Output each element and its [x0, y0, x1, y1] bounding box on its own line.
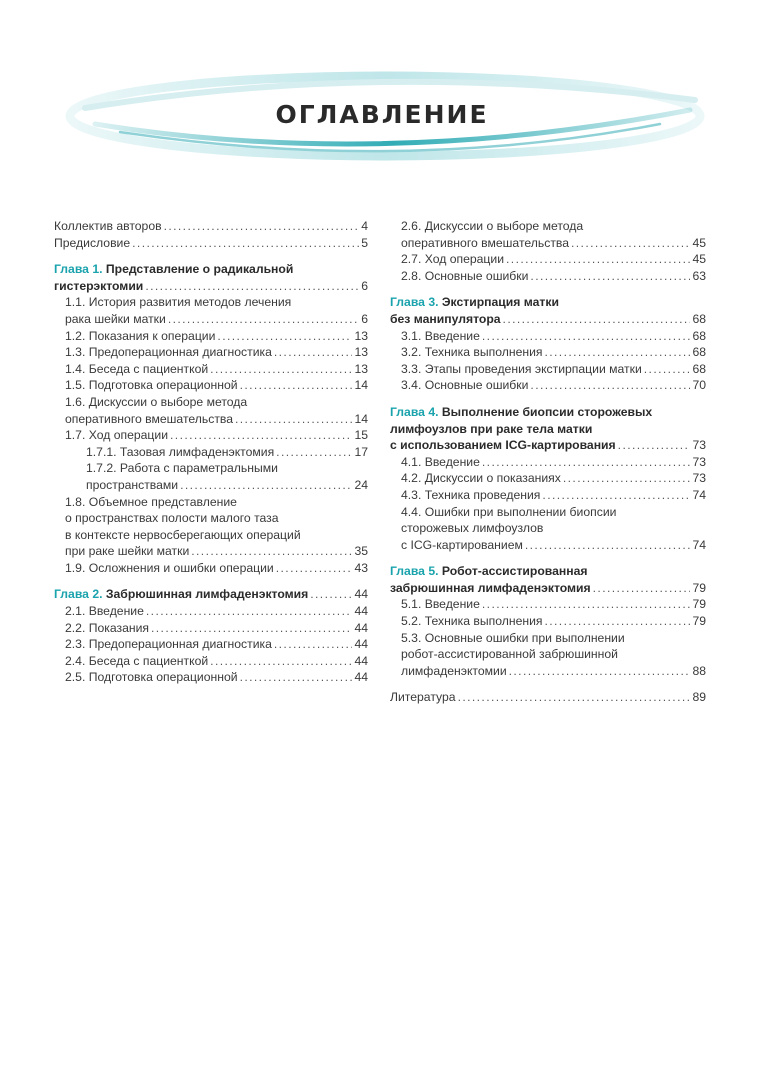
toc-line [54, 477, 368, 494]
toc-line [54, 427, 368, 444]
toc-line [390, 268, 706, 285]
chapter-label: Глава 1. [54, 262, 103, 277]
section-gap [390, 284, 706, 294]
dot-leader [240, 377, 353, 394]
toc-entry[interactable] [54, 653, 368, 670]
page-number: 68 [692, 311, 706, 326]
page-number: 6 [361, 311, 368, 326]
toc-entry[interactable] [54, 669, 368, 686]
dot-leader [482, 454, 691, 471]
toc-line [390, 487, 706, 504]
dot-leader [482, 328, 691, 345]
toc-line [390, 596, 706, 613]
toc-line [390, 294, 706, 311]
dot-leader [146, 603, 353, 620]
entry-title: 3.4. Основные ошибки [401, 378, 529, 393]
entry-title: 2.7. Ход операции [401, 252, 505, 267]
toc-line [390, 646, 706, 663]
entry-title: оперативного вмешательства [401, 235, 570, 250]
toc-line [54, 620, 368, 637]
toc-entry[interactable] [390, 268, 706, 285]
toc-entry[interactable] [54, 427, 368, 444]
chapter-label: Глава 5. [390, 564, 439, 579]
page-number: 88 [692, 663, 706, 678]
toc-entry[interactable] [54, 294, 368, 327]
toc-entry[interactable] [54, 603, 368, 620]
toc-entry[interactable] [390, 504, 706, 554]
dot-leader [644, 361, 691, 378]
entry-title: 1.1. История развития методов лечения [65, 295, 292, 310]
entry-title: 1.8. Объемное представление [65, 494, 237, 509]
toc-entry[interactable] [54, 344, 368, 361]
toc-entry[interactable] [54, 460, 368, 493]
entry-title: 1.7.2. Работа с параметральными [86, 461, 278, 476]
toc-line [54, 218, 368, 235]
toc-right-column [390, 218, 706, 706]
entry-title: Предисловие [54, 235, 131, 250]
toc-line [390, 437, 706, 454]
page-number: 73 [692, 454, 706, 469]
entry-title: при раке шейки матки [65, 544, 190, 559]
toc-line [390, 344, 706, 361]
toc-line [54, 278, 368, 295]
toc-chapter[interactable] [54, 586, 368, 603]
dot-leader [571, 235, 690, 252]
entry-title: 4.1. Введение [401, 454, 480, 469]
page-number: 68 [692, 328, 706, 343]
entry-title: с ICG-картированием [401, 537, 523, 552]
entry-title: 3.1. Введение [401, 328, 480, 343]
page-number: 5 [361, 235, 368, 250]
toc-line [54, 235, 368, 252]
entry-title: 2.3. Предоперационная диагностика [65, 637, 272, 652]
dot-leader [503, 311, 691, 328]
dot-leader [191, 543, 352, 560]
chapter-title: Забрюшинная лимфаденэктомия [105, 587, 309, 602]
page-number: 44 [354, 620, 368, 635]
page-title: ОГЛАВЛЕНИЕ [275, 100, 489, 129]
toc-line [390, 454, 706, 471]
toc-line [390, 421, 706, 438]
dot-leader [593, 580, 691, 597]
chapter-title: Представление о радикальной [105, 262, 294, 277]
toc-line [54, 636, 368, 653]
entry-title: 1.2. Показания к операции [65, 328, 216, 343]
toc-entry[interactable] [54, 560, 368, 577]
toc-line [390, 235, 706, 252]
entry-title: рака шейки матки [65, 311, 166, 326]
toc-line [54, 510, 368, 527]
entry-title: 5.3. Основные ошибки при выполнении [401, 630, 625, 645]
toc-line [54, 411, 368, 428]
entry-title: 2.4. Беседа с пациенткой [65, 653, 209, 668]
dot-leader [164, 218, 360, 235]
dot-leader [180, 477, 352, 494]
toc-line [390, 689, 706, 706]
entry-title: 1.7.1. Тазовая лимфаденэктомия [86, 444, 275, 459]
page-number: 68 [692, 361, 706, 376]
page-number: 6 [361, 278, 368, 293]
page-number: 44 [354, 604, 368, 619]
toc-line [54, 394, 368, 411]
page-number: 44 [354, 637, 368, 652]
toc-line [54, 311, 368, 328]
entry-title: 5.2. Техника выполнения [401, 614, 543, 629]
entry-title: о пространствах полости малого таза [65, 511, 279, 526]
entry-title: в контексте нервосберегающих операций [65, 527, 301, 542]
dot-leader [542, 487, 690, 504]
entry-title: 2.6. Дискуссии о выборе метода [401, 219, 584, 233]
page-number: 35 [354, 544, 368, 559]
entry-title: 4.4. Ошибки при выполнении биопсии [401, 504, 617, 519]
dot-leader [274, 344, 353, 361]
page-number: 44 [354, 653, 368, 668]
toc-chapter[interactable] [54, 261, 368, 294]
chapter-title: Выполнение биопсии сторожевых [441, 404, 653, 419]
toc-line [390, 361, 706, 378]
entry-title: лимфаденэктомии [401, 663, 507, 678]
toc-line [54, 494, 368, 511]
toc-left-column [54, 218, 368, 686]
toc-line [54, 669, 368, 686]
toc-line [54, 261, 368, 278]
toc-entry[interactable] [54, 328, 368, 345]
dot-leader [482, 596, 691, 613]
toc-entry[interactable] [390, 630, 706, 680]
entry-title: робот-ассистированной забрюшинной [401, 647, 618, 662]
toc-entry[interactable] [390, 470, 706, 487]
entry-title: Коллектив авторов [54, 219, 162, 233]
page-number: 79 [692, 614, 706, 629]
entry-title: забрюшинная лимфаденэктомия [390, 580, 591, 595]
entry-title: 1.9. Осложнения и ошибки операции [65, 560, 274, 575]
page-number: 79 [692, 580, 706, 595]
section-gap [54, 576, 368, 586]
toc-line [390, 663, 706, 680]
entry-title: пространствами [86, 477, 179, 492]
dot-leader [276, 560, 353, 577]
entry-title: 1.7. Ход операции [65, 428, 169, 443]
toc-line [54, 653, 368, 670]
entry-title: без манипулятора [390, 311, 501, 326]
page-number: 70 [692, 378, 706, 393]
toc-line [54, 328, 368, 345]
dot-leader [618, 437, 691, 454]
toc-entry[interactable] [390, 344, 706, 361]
page-number: 74 [692, 487, 706, 502]
page-number: 14 [354, 411, 368, 426]
chapter-label: Глава 4. [390, 404, 439, 419]
toc-chapter[interactable] [390, 404, 706, 454]
entry-title: с использованием ICG-картирования [390, 438, 616, 453]
dot-leader [145, 278, 359, 295]
toc-entry[interactable] [390, 487, 706, 504]
page-number: 68 [692, 345, 706, 360]
page-number: 14 [354, 378, 368, 393]
dot-leader [168, 311, 359, 328]
page-number: 13 [354, 361, 368, 376]
entry-title: 2.8. Основные ошибки [401, 268, 529, 283]
dot-leader [235, 411, 352, 428]
dot-leader [506, 251, 690, 268]
toc-line [54, 603, 368, 620]
entry-title: 4.2. Дискуссии о показаниях [401, 471, 561, 486]
entry-title: гистерэктомии [54, 278, 144, 293]
toc-entry[interactable] [54, 636, 368, 653]
entry-title: 1.6. Дискуссии о выборе метода [65, 394, 248, 409]
page-number: 73 [692, 471, 706, 486]
chapter-label: Глава 3. [390, 295, 439, 310]
page-number: 79 [692, 597, 706, 612]
page-number: 17 [354, 444, 368, 459]
entry-title: 2.5. Подготовка операционной [65, 670, 238, 685]
toc-line [54, 560, 368, 577]
dot-leader [525, 537, 691, 554]
toc-line [390, 630, 706, 647]
toc-line [54, 294, 368, 311]
toc-line [54, 527, 368, 544]
page-number: 15 [354, 428, 368, 443]
toc-line [390, 377, 706, 394]
toc-line [54, 586, 368, 603]
section-gap [390, 553, 706, 563]
section-gap [54, 251, 368, 261]
dot-leader [563, 470, 691, 487]
page-number: 13 [354, 345, 368, 360]
toc-chapter[interactable] [390, 563, 706, 596]
page-number: 43 [354, 560, 368, 575]
page-number: 44 [354, 587, 368, 602]
toc-entry[interactable] [390, 328, 706, 345]
page-number: 73 [692, 438, 706, 453]
toc-entry[interactable] [54, 494, 368, 560]
page-number: 24 [354, 477, 368, 492]
page-number: 45 [692, 235, 706, 250]
page-number: 13 [354, 328, 368, 343]
page-number: 45 [692, 252, 706, 267]
dot-leader [530, 268, 690, 285]
toc-line [390, 328, 706, 345]
toc-entry[interactable] [54, 235, 368, 252]
toc-line [390, 563, 706, 580]
dot-leader [276, 444, 352, 461]
dot-leader [217, 328, 352, 345]
toc-line [54, 444, 368, 461]
header-swoosh [0, 62, 764, 172]
entry-title: 1.3. Предоперационная диагностика [65, 345, 272, 360]
dot-leader [210, 653, 352, 670]
dot-leader [509, 663, 691, 680]
toc-entry[interactable] [54, 620, 368, 637]
toc-entry[interactable] [54, 444, 368, 461]
dot-leader [544, 344, 690, 361]
entry-title: Литература [390, 690, 456, 705]
toc-line [390, 470, 706, 487]
toc-entry[interactable] [390, 361, 706, 378]
toc-entry[interactable] [390, 251, 706, 268]
page-number: 89 [692, 690, 706, 705]
entry-title: оперативного вмешательства [65, 411, 234, 426]
section-gap [390, 679, 706, 689]
toc-line [390, 251, 706, 268]
toc-entry[interactable] [390, 613, 706, 630]
entry-title: 2.1. Введение [65, 604, 144, 619]
toc-entry[interactable] [390, 377, 706, 394]
dot-leader [240, 669, 353, 686]
toc-line [390, 218, 706, 235]
toc-entry[interactable] [390, 218, 706, 251]
toc-line [390, 580, 706, 597]
toc-line [54, 460, 368, 477]
toc-line [54, 543, 368, 560]
section-gap [390, 394, 706, 404]
dot-leader [458, 689, 691, 706]
toc-line [54, 344, 368, 361]
page-number: 44 [354, 670, 368, 685]
entry-title: 2.2. Показания [65, 620, 149, 635]
dot-leader [132, 235, 359, 252]
toc-line [390, 520, 706, 537]
page-number: 63 [692, 268, 706, 283]
toc-chapter[interactable] [390, 294, 706, 327]
entry-title: лимфоузлов при раке тела матки [390, 421, 593, 436]
toc-entry[interactable] [54, 377, 368, 394]
page-number: 74 [692, 537, 706, 552]
chapter-title: Экстирпация матки [441, 295, 559, 310]
entry-title: 3.2. Техника выполнения [401, 345, 543, 360]
toc-entry[interactable] [54, 218, 368, 235]
entry-title: 3.3. Этапы проведения экстирпации матки [401, 361, 642, 376]
entry-title: 5.1. Введение [401, 597, 480, 612]
dot-leader [210, 361, 352, 378]
dot-leader [310, 586, 352, 603]
toc-entry[interactable] [54, 394, 368, 427]
entry-title: сторожевых лимфоузлов [401, 521, 544, 536]
chapter-title: Робот-ассистированная [441, 564, 588, 579]
toc-line [390, 504, 706, 521]
entry-title: 1.5. Подготовка операционной [65, 378, 238, 393]
toc-line [390, 537, 706, 554]
toc-line [390, 613, 706, 630]
toc-entry[interactable] [54, 361, 368, 378]
entry-title: 1.4. Беседа с пациенткой [65, 361, 209, 376]
dot-leader [170, 427, 352, 444]
toc-entry[interactable] [390, 596, 706, 613]
toc-line [390, 311, 706, 328]
toc-line [54, 361, 368, 378]
dot-leader [151, 620, 352, 637]
page-number: 4 [361, 219, 368, 233]
toc-line [54, 377, 368, 394]
dot-leader [530, 377, 690, 394]
toc-line [390, 404, 706, 421]
toc-entry[interactable] [390, 454, 706, 471]
entry-title: 4.3. Техника проведения [401, 487, 541, 502]
chapter-label: Глава 2. [54, 587, 103, 602]
toc-entry[interactable] [390, 689, 706, 706]
dot-leader [274, 636, 353, 653]
dot-leader [544, 613, 690, 630]
